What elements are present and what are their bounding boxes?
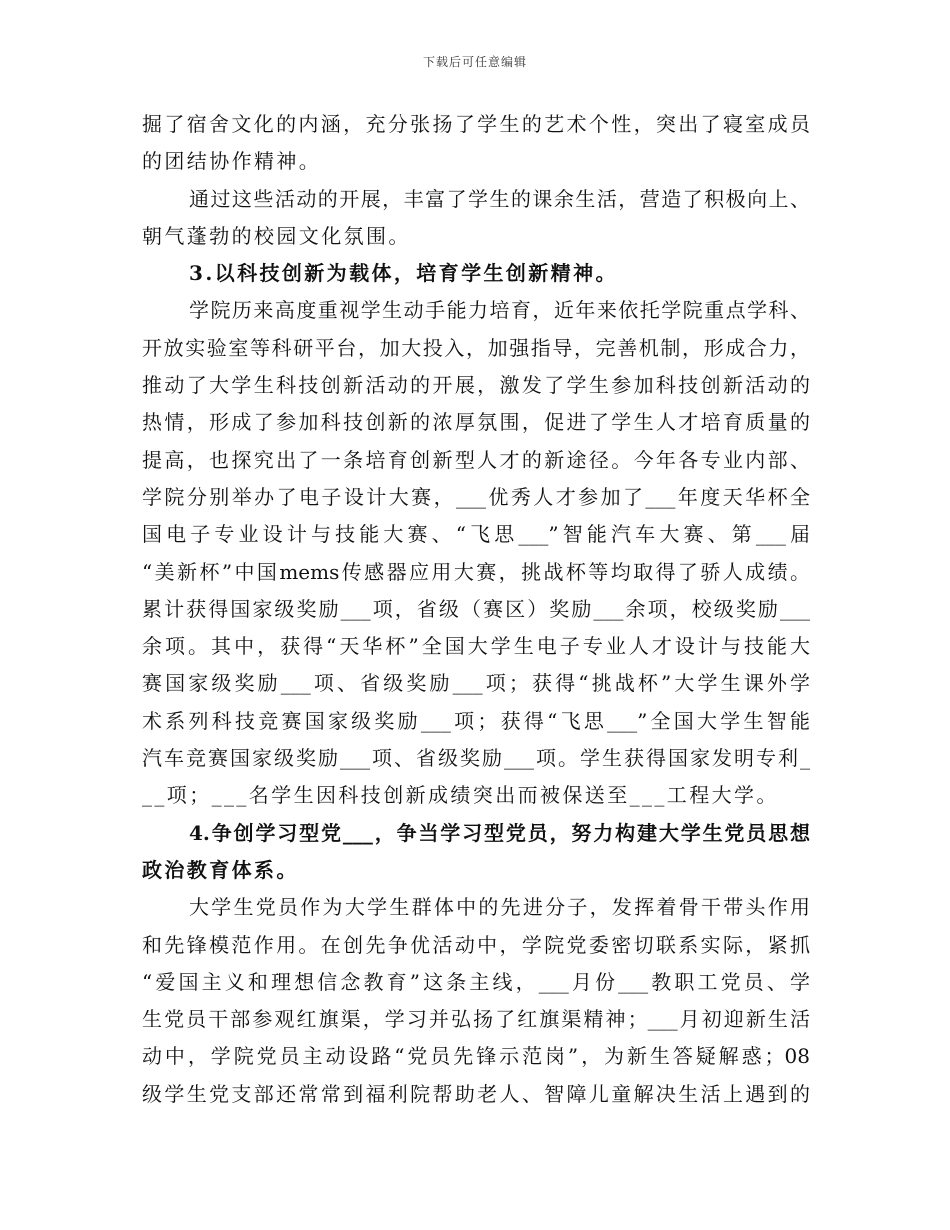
paragraph-line: 累计获得国家级奖励___项，省级（赛区）奖励___余项，校级奖励___ (142, 596, 810, 621)
paragraph-line: __项；___名学生因科技创新成绩突出而被保送至___工程大学。 (142, 783, 779, 808)
section-heading-line: 政治教育体系。 (142, 857, 299, 882)
paragraph-line: 朝气蓬勃的校园文化氛围。 (142, 223, 411, 248)
paragraph-line: 提高，也探究出了一条培育创新型人才的新途径。今年各专业内部、 (142, 447, 810, 472)
paragraph-line: 学院历来高度重视学生动手能力培育，近年来依托学院重点学科、 (189, 298, 810, 323)
paragraph-line: 生党员干部参观红旗渠，学习并弘扬了红旗渠精神；___月初迎新生活 (142, 1007, 810, 1032)
paragraph-line: 掘了宿舍文化的内涵，充分张扬了学生的艺术个性，突出了寝室成员 (142, 112, 810, 136)
paragraph-line: 热情，形成了参加科技创新的浓厚氛围，促进了学生人才培育质量的 (142, 410, 810, 435)
paragraph-line: 术系列科技竞赛国家级奖励___项；获得“飞思___”全国大学生智能 (142, 708, 810, 733)
paragraph-line: 动中，学院党员主动设路“党员先锋示范岗”，为新生答疑解惑；08 (142, 1044, 810, 1069)
paragraph-line: 汽车竞赛国家级奖励___项、省级奖励___项。学生获得国家发明专利_ (142, 746, 810, 771)
paragraph-line: “美新杯”中国mems传感器应用大赛，挑战杯等均取得了骄人成绩。 (142, 559, 810, 584)
paragraph-line: 大学生党员作为大学生群体中的先进分子，发挥着骨干带头作用 (189, 895, 810, 920)
section-heading-line: 4.争创学习型党___，争当学习型党员，努力构建大学生党员思想 (189, 820, 810, 845)
paragraph-line: 赛国家级奖励___项、省级奖励___项；获得“挑战杯”大学生课外学 (142, 671, 810, 696)
paragraph-line: 余项。其中，获得“天华杯”全国大学生电子专业人才设计与技能大 (142, 634, 810, 659)
paragraph-line: 通过这些活动的开展，丰富了学生的课余生活，营造了积极向上、 (189, 186, 810, 211)
paragraph-line: 的团结协作精神。 (142, 149, 322, 174)
section-heading-line: 3.以科技创新为载体，培育学生创新精神。 (189, 261, 618, 286)
paragraph-line: 开放实验室等科研平台，加大投入，加强指导，完善机制，形成合力， (142, 335, 810, 360)
paragraph-line: 级学生党支部还常常到福利院帮助老人、智障儿童解决生活上遇到的 (142, 1081, 810, 1106)
paragraph-line: “爱国主义和理想信念教育”这条主线，___月份___教职工党员、学 (142, 969, 810, 994)
document-body (142, 106, 810, 1113)
page-header: 下载后可任意编辑 (422, 55, 527, 69)
paragraph-line: 和先锋模范作用。在创先争优活动中，学院党委密切联系实际，紧抓 (142, 932, 810, 957)
paragraph-line: 推动了大学生科技创新活动的开展，激发了学生参加科技创新活动的 (142, 373, 810, 398)
paragraph-line: 国电子专业设计与技能大赛、“飞思___”智能汽车大赛、第___届 (142, 522, 810, 547)
paragraph-line: 学院分别举办了电子设计大赛，___优秀人才参加了___年度天华杯全 (142, 484, 810, 509)
